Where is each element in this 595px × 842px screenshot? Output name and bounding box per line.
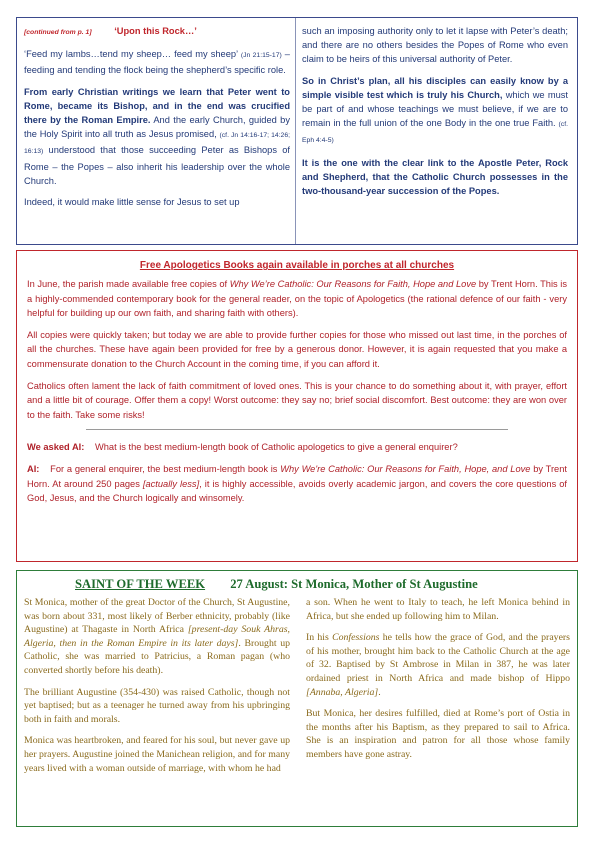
paragraph (302, 74, 568, 149)
paragraph (306, 631, 570, 699)
text-span: ‘Feed my lambs…tend my sheep… feed my sheep’ (24, 49, 238, 60)
answer-label: AI: (27, 463, 40, 474)
saint-heading (75, 577, 478, 592)
upon-this-rock-right-column (302, 24, 568, 205)
apologetics-books-box (16, 250, 578, 562)
paragraph: a son. When he went to Italy to teach, he left Monica behind in Africa, but she ended up following him to Milan. (306, 597, 570, 622)
editorial-note: [actually less] (142, 478, 200, 489)
saint-heading-text: 27 August: St Monica, Mother of St Augustine (230, 577, 478, 591)
upon-this-rock-left-column (24, 24, 290, 216)
question-label: We asked AI: (27, 442, 85, 453)
text-span: he tells how the grace of God, and the prayers of his mother, brought him back to the Catholic Church at the age of 32. Baptised by St Ambrose in Milan in 387, he was later ordained priest in North Africa and made bishop of Hippo (306, 632, 570, 684)
saint-right-column (306, 596, 570, 770)
article-title: ‘Upon this Rock…’ (114, 26, 197, 36)
paragraph: such an imposing authority only to let it lapse with Peter’s death; and there are no others besides the Popes of Rome who even claim to be heirs of this universal authority of Peter. (302, 26, 568, 65)
text-span: For a general enquirer, the best medium-length book is (50, 463, 281, 474)
text-span: . Brought up Catholic, she was married to Patricius, a Roman pagan (who converted shortly before his death). (24, 637, 290, 676)
editorial-note: [Annaba, Algeria] (306, 686, 379, 698)
paragraph: All copies were quickly taken; but today we are able to provide further copies for those who missed out last time, in the porches of all the churches. These have again been provided for free by a generous donor. However, it is again requested that you make a commensurate donation to the Church Account in the coming time, if you can afford it. (27, 329, 567, 369)
text-span: by Trent Horn. At around 250 pages (27, 463, 567, 489)
bold-text: So in Christ’s plan, all his disciples can easily know by a simple visible test which is truly his Church, (302, 75, 568, 100)
text-span: . (378, 686, 381, 698)
question-text: What is the best medium-length book of Catholic apologetics to give a general enquirer? (94, 442, 458, 453)
scripture-ref: (cf. Eph 4:4-5) (302, 121, 568, 145)
editorial-note: [present-day Souk Ahras, Algeria, then in the Roman Empire in its later days] (24, 624, 290, 649)
text-span: – feeding and tending the flock being the shepherd’s specific role. (24, 49, 290, 76)
paragraph: Monica was heartbroken, and feared for his soul, but never gave up her prayers. Augustine joined the Manichean religion, and for many years lived with a woman outside of marriage, with whom he had (24, 735, 290, 774)
paragraph (27, 277, 567, 321)
ai-question (27, 440, 567, 455)
scripture-ref: (cf. Jn 14:16-17; 14:26; 16:13) (24, 132, 290, 156)
text-span: by Trent Horn. This is a highly-commended contemporary book for the general reader, on the topic of Apologetics (the rational defence of our faith - very helpful for building up our own faith, and sharing faith with others). (27, 279, 567, 319)
article-header (24, 24, 290, 40)
text-span: which we must be part of and whose teachings we must believe, if we are to remain in the full union of the one Body in the one true Faith. (302, 89, 568, 129)
text-span: And the early Church, guided by the Holy Spirit into all truth as Jesus promised, (24, 115, 290, 140)
continued-label: [continued from p. 1] (24, 29, 92, 36)
paragraph: Indeed, it would make little sense for Jesus to set up (24, 197, 240, 208)
column-divider (295, 18, 296, 244)
text-span: St Monica, mother of the great Doctor of the Church, St Augustine, was born about 331, most likely of Berber ethnicity, probably (like Augustine) at Thagaste in North Africa (24, 597, 290, 636)
paragraph: The brilliant Augustine (354-430) was raised Catholic, though not yet baptised; but as a teenager he turned away from his upbringing both in faith and morals. (24, 686, 290, 725)
book-title: Why We're Catholic: Our Reasons for Faith, Hope, and Love (280, 463, 531, 474)
saint-of-week-label: SAINT OF THE WEEK (75, 577, 206, 591)
paragraph (24, 47, 290, 77)
text-span: In his (306, 632, 333, 644)
book-title: Confessions (332, 632, 380, 644)
paragraph: But Monica, her desires fulfilled, died at Rome’s port of Ostia in the months after his Baptism, as they prepared to sail to Africa. She is an inspiration and patron for all those whose family members have gone astray. (306, 708, 570, 760)
bold-text: From early Christian writings we learn that Peter went to Rome, became its Bishop, and in the end was crucified there by the Roman Empire. (24, 86, 290, 126)
paragraph: Catholics often lament the lack of faith commitment of loved ones. This is your chance to do something about it, with prayer, effort and a little bit of courage. Offer them a copy! Worst outcome: they say no; brief social discomfort. Best outcome: they are won over to the faith. Take some risks! (27, 380, 567, 420)
section-title: Free Apologetics Books again available in porches at all churches (139, 260, 455, 271)
saint-of-the-week-box (16, 570, 578, 827)
text-span: In June, the parish made available free copies of (27, 279, 230, 289)
paragraph (24, 596, 290, 678)
upon-this-rock-box (16, 17, 578, 245)
book-title: Why We’re Catholic: Our Reasons for Faith, Hope and Love (229, 279, 477, 289)
text-span: understood that those succeeding Peter as Bishops of Rome – the Popes – also inherit his leadership over the whole Church. (24, 145, 290, 186)
saint-left-column (24, 596, 290, 783)
paragraph: It is the one with the clear link to the Apostle Peter, Rock and Shepherd, that the Catholic Church possesses in the two-thousand-year succession of the Popes. (302, 157, 568, 197)
paragraph (24, 85, 290, 188)
text-span: , it is highly accessible, avoids overly academic jargon, and covers the core questions of God, Jesus, and the Church logically and winsomely. (27, 478, 568, 504)
ai-answer (27, 462, 567, 506)
horizontal-rule (86, 429, 508, 430)
scripture-ref: (Jn 21:15-17) (240, 52, 282, 60)
